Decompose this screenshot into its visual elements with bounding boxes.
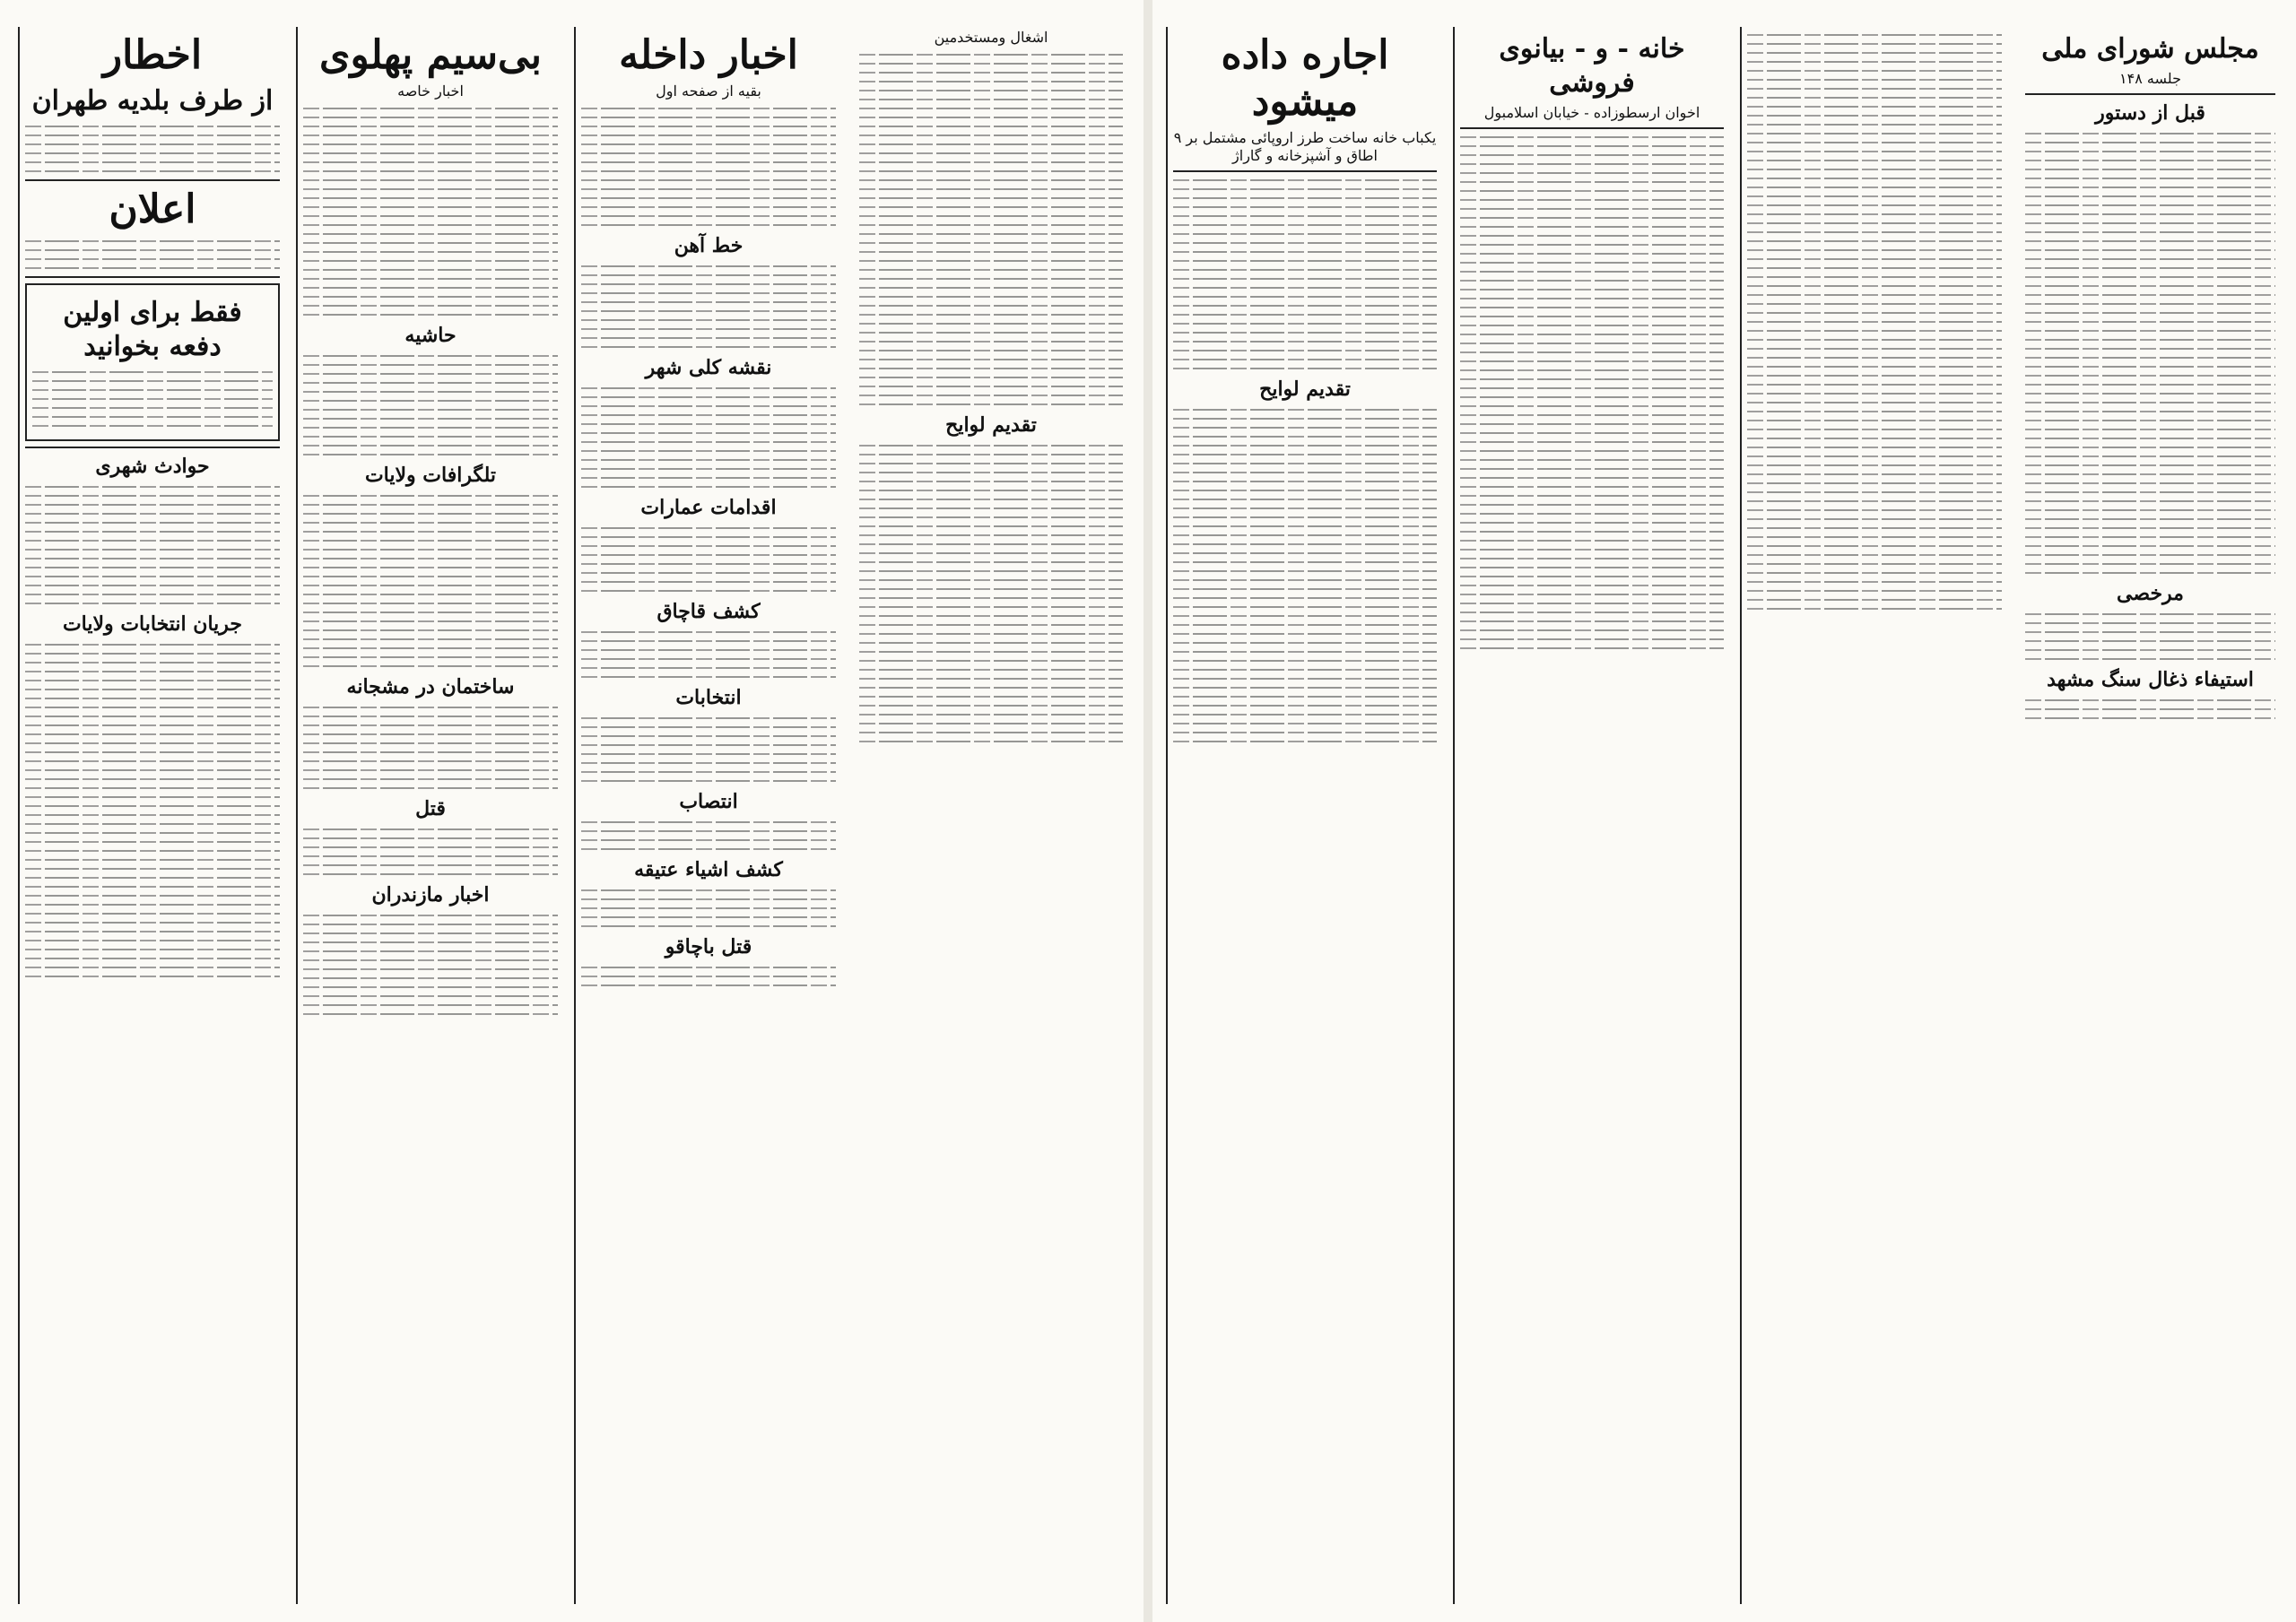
- right-col-1: [1166, 27, 1444, 1604]
- right-col-4: [2018, 27, 2283, 1604]
- parliament-title: مجلس شورای ملی: [2041, 33, 2259, 65]
- shop-subtitle: اخوان ارسطوزاده - خیابان اسلامبول: [1483, 104, 1700, 121]
- section-bills-right: تقدیم لوایح: [1259, 377, 1351, 401]
- notice-subtitle: از طرف بلدیه طهران: [31, 85, 274, 117]
- section-coal: استیفاء ذغال سنگ مشهد: [2047, 668, 2254, 691]
- right-col-2: [1453, 27, 1731, 1604]
- section-knife: قتل باچاقو: [665, 935, 752, 958]
- elections-body: [25, 644, 280, 977]
- section-buildings: اقدامات عمارات: [640, 496, 777, 519]
- section-appointment: انتصاب: [679, 790, 738, 813]
- announcement-title: اعلان: [109, 186, 196, 232]
- elections-heading: جریان انتخابات ولایات: [62, 612, 243, 636]
- ad-box: [25, 283, 280, 441]
- section-city-map: نقشه کلی شهر: [645, 356, 772, 379]
- section-elections: انتخابات: [675, 686, 742, 709]
- domestic-news-title: اخبار داخله: [619, 32, 798, 78]
- left-col-3: [574, 27, 843, 1604]
- notice-title: اخطار: [102, 32, 203, 78]
- shop-title: خانه - و - بیانوی فروشی: [1499, 33, 1685, 99]
- city-news-heading: حوادث شهری: [95, 455, 210, 478]
- radio-subtitle: اخبار خاصه: [397, 82, 464, 100]
- section-construction: ساختمان در مشجانه: [346, 675, 515, 698]
- announcement-body: [25, 240, 280, 269]
- section-murder: قتل: [415, 797, 446, 820]
- section-antiquities: کشف اشیاء عتیقه: [634, 858, 783, 881]
- section-railway: خط آهن: [674, 234, 744, 257]
- section-mazandaran: اخبار مازندران: [371, 883, 490, 906]
- section-smuggling: کشف قاچاق: [657, 600, 761, 623]
- ad-headline: فقط برای اولین دفعه بخوانید: [63, 297, 242, 362]
- parliament-session: جلسه ۱۴۸: [2119, 70, 2181, 87]
- left-col-2: [296, 27, 565, 1604]
- rent-ad-text: یکباب خانه ساخت طرز اروپائی مشتمل بر ۹ اطاق و آشپزخانه و گاراژ: [1173, 129, 1437, 164]
- section-leave: مرخصی: [2117, 582, 2184, 605]
- city-news-body: [25, 486, 280, 604]
- section-margin: حاشیه: [404, 324, 457, 347]
- domestic-news-subtitle: بقیه از صفحه اول: [656, 82, 761, 100]
- col4-top-note: اشغال ومستخدمین: [934, 29, 1048, 46]
- section-telegrams: تلگرافات ولایات: [364, 464, 497, 487]
- left-col-4: [852, 27, 1130, 1604]
- rent-title: اجاره داده میشود: [1221, 32, 1389, 125]
- left-col-1: [18, 27, 287, 1604]
- section-before-agenda: قبل از دستور: [2095, 101, 2205, 125]
- section-bills: تقدیم لوایح: [945, 413, 1037, 437]
- notice-body: [25, 126, 280, 172]
- page-gutter: [1144, 0, 1152, 1622]
- right-col-3: [1740, 27, 2009, 1604]
- radio-title: بی‌سیم پهلوی: [319, 32, 542, 78]
